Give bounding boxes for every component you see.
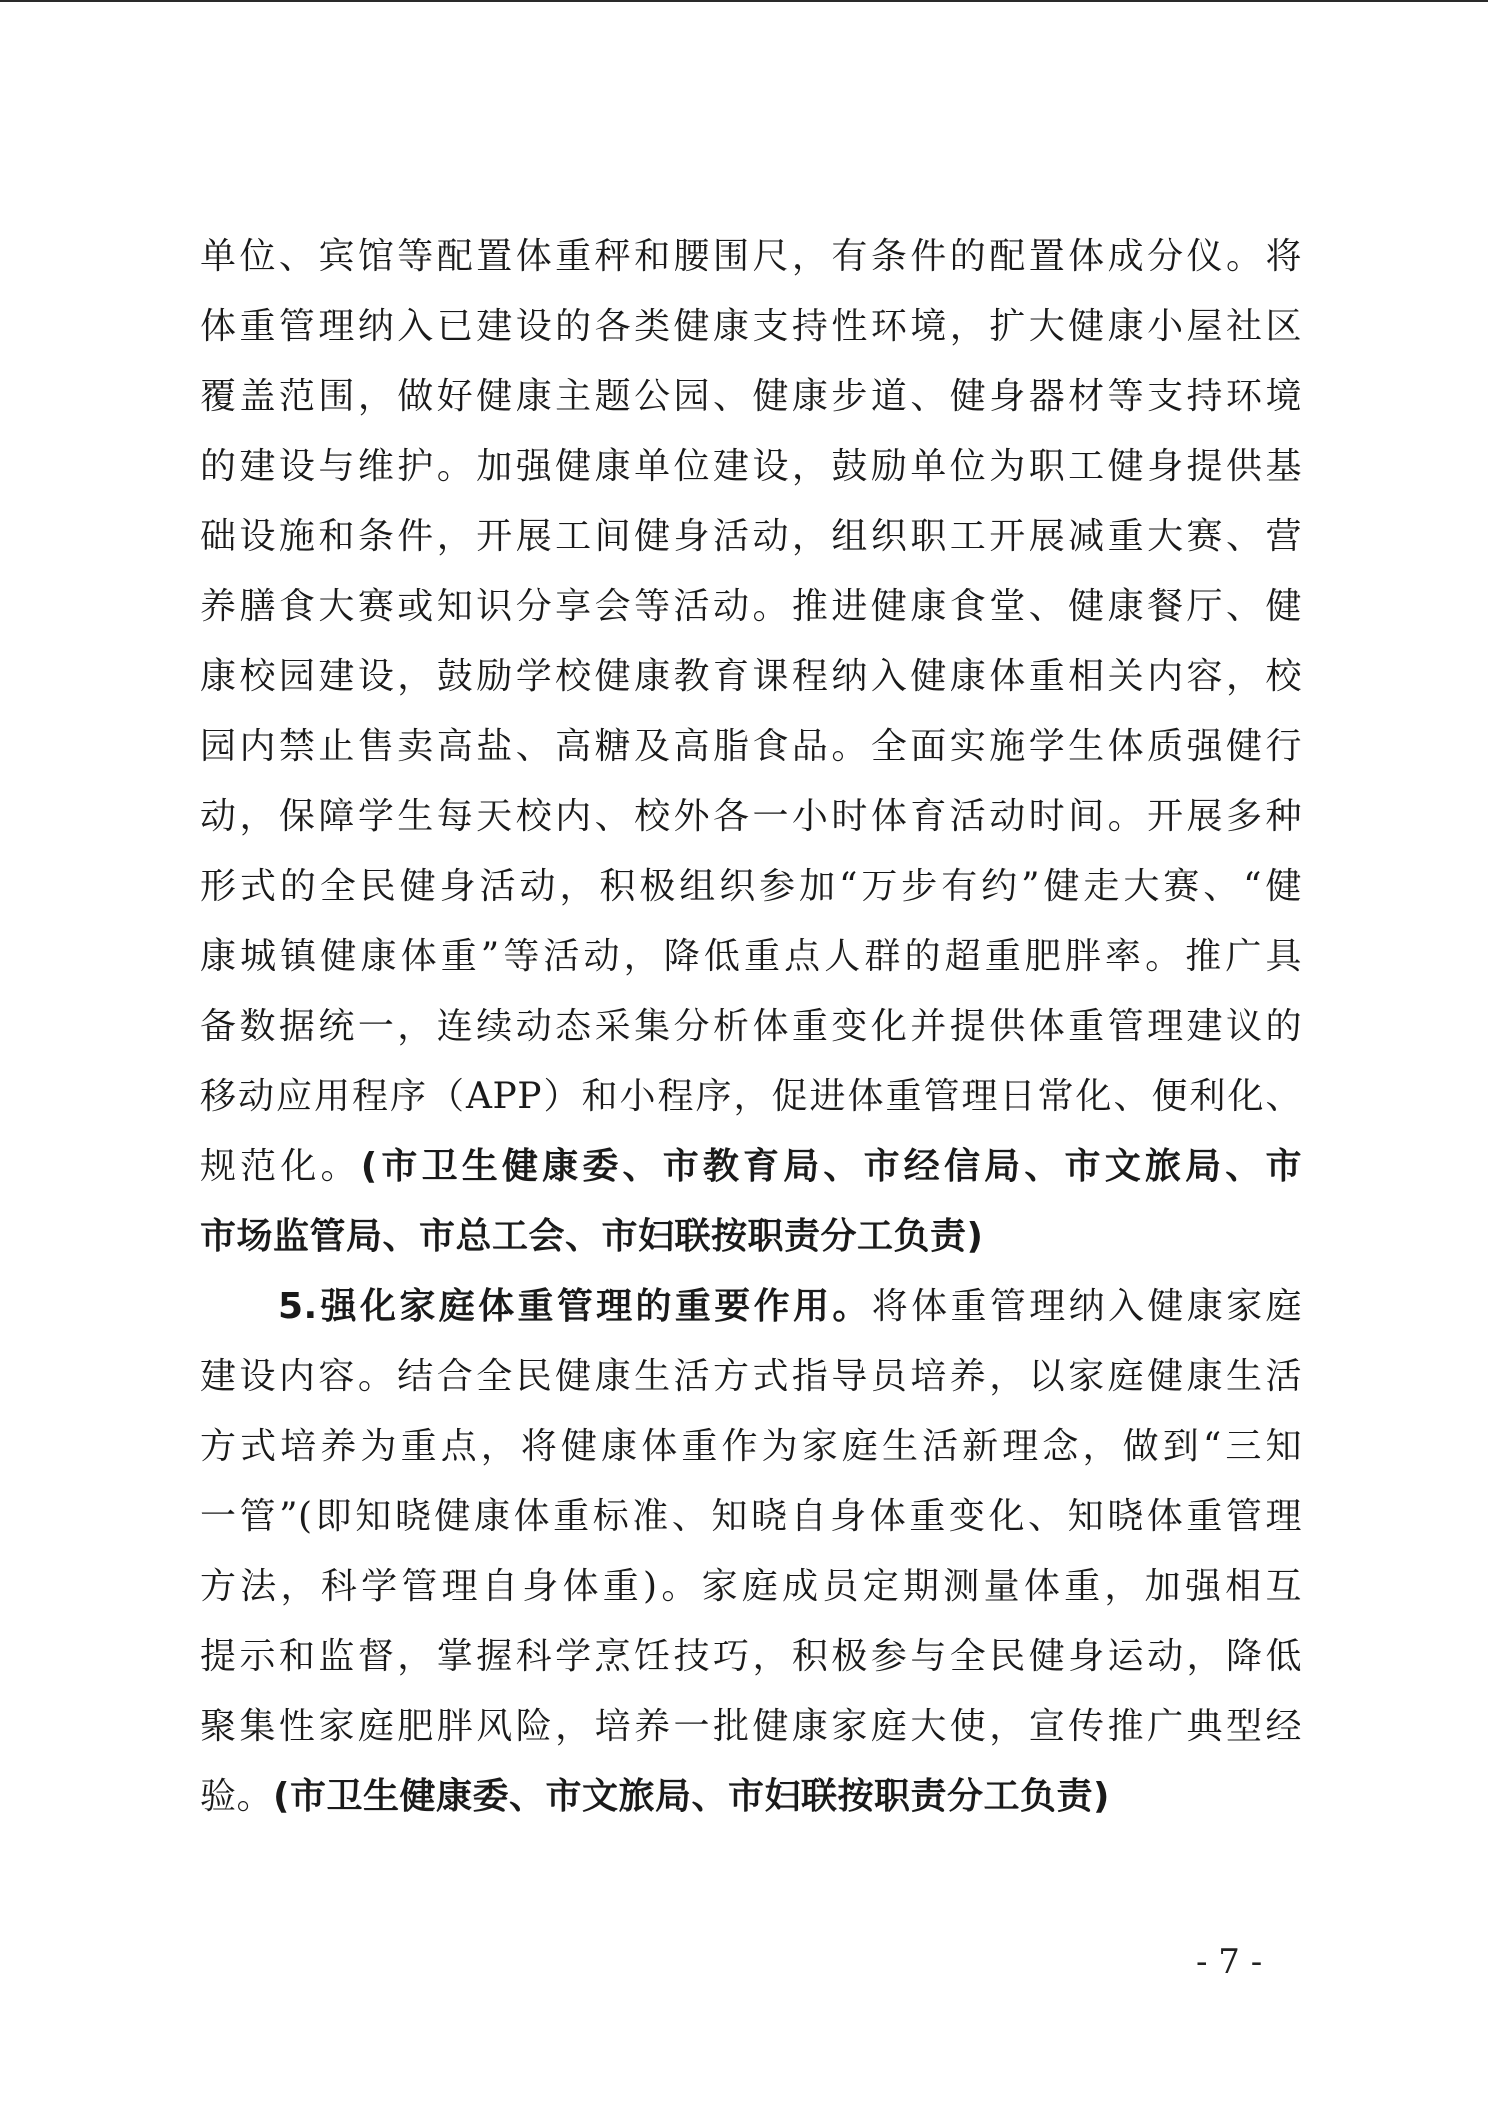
section-heading: 5.强化家庭体重管理的重要作用。 — [278, 1286, 872, 1327]
responsible-agencies-text: (市卫生健康委、市文旅局、市妇联按职责分工负责) — [273, 1776, 1110, 1817]
line-text: 备数据统一，连续动态采集分析体重变化并提供体重管理建议的 — [200, 1006, 1302, 1047]
body-line — [200, 432, 1302, 502]
line-text: 验。 — [200, 1776, 274, 1817]
line-text: 础设施和条件，开展工间健身活动，组织职工开展减重大赛、营 — [200, 516, 1302, 557]
body-line — [200, 1482, 1302, 1552]
line-text: 规范化。 — [200, 1146, 361, 1187]
body-line — [200, 852, 1302, 922]
line-text: 动，保障学生每天校内、校外各一小时体育活动时间。开展多种 — [200, 796, 1302, 837]
line-text: 聚集性家庭肥胖风险，培养一批健康家庭大使，宣传推广典型经 — [200, 1706, 1302, 1747]
body-line — [200, 1692, 1302, 1762]
body-line — [200, 362, 1302, 432]
body-line — [200, 1622, 1302, 1692]
body-line — [200, 1552, 1302, 1622]
body-line — [200, 1062, 1302, 1132]
body-line — [200, 642, 1302, 712]
body-line — [200, 1762, 1302, 1832]
line-text: 的建设与维护。加强健康单位建设，鼓励单位为职工健身提供基 — [200, 446, 1302, 487]
line-text: 覆盖范围，做好健康主题公园、健康步道、健身器材等支持环境 — [200, 376, 1302, 417]
line-text: 养膳食大赛或知识分享会等活动。推进健康食堂、健康餐厅、健 — [200, 586, 1302, 627]
line-text: 形式的全民健身活动，积极组织参加“万步有约”健走大赛、“健 — [200, 866, 1302, 907]
body-line — [200, 712, 1302, 782]
line-text: 移动应用程序（APP）和小程序，促进体重管理日常化、便利化、 — [200, 1076, 1302, 1117]
body-line — [200, 992, 1302, 1062]
body-line — [200, 1412, 1302, 1482]
body-line — [200, 572, 1302, 642]
line-text: 康城镇健康体重”等活动，降低重点人群的超重肥胖率。推广具 — [200, 936, 1302, 977]
line-text: 园内禁止售卖高盐、高糖及高脂食品。全面实施学生体质强健行 — [200, 726, 1302, 767]
line-text: 单位、宾馆等配置体重秤和腰围尺，有条件的配置体成分仪。将 — [200, 236, 1302, 277]
page-number: - 7 - — [1196, 1942, 1263, 1982]
line-text: 方式培养为重点，将健康体重作为家庭生活新理念，做到“三知 — [200, 1426, 1302, 1467]
body-line — [200, 222, 1302, 292]
line-text: 康校园建设，鼓励学校健康教育课程纳入健康体重相关内容，校 — [200, 656, 1302, 697]
body-line — [200, 782, 1302, 852]
line-text: 提示和监督，掌握科学烹饪技巧，积极参与全民健身运动，降低 — [200, 1636, 1302, 1677]
body-line — [200, 292, 1302, 362]
body-line — [200, 1342, 1302, 1412]
line-text: 体重管理纳入已建设的各类健康支持性环境，扩大健康小屋社区 — [200, 306, 1302, 347]
line-text: 方法，科学管理自身体重)。家庭成员定期测量体重，加强相互 — [200, 1566, 1302, 1607]
body-line — [200, 502, 1302, 572]
responsible-agencies-text: 市场监管局、市总工会、市妇联按职责分工负责) — [200, 1216, 984, 1257]
body-line — [200, 1132, 1302, 1202]
line-text: 建设内容。结合全民健康生活方式指导员培养，以家庭健康生活 — [200, 1356, 1302, 1397]
body-line — [200, 922, 1302, 992]
section-heading-line — [278, 1272, 1302, 1342]
responsible-agencies-text: (市卫生健康委、市教育局、市经信局、市文旅局、市 — [360, 1146, 1302, 1187]
line-text: 将体重管理纳入健康家庭 — [871, 1286, 1302, 1327]
line-text: 一管”(即知晓健康体重标准、知晓自身体重变化、知晓体重管理 — [200, 1496, 1302, 1537]
body-line — [200, 1202, 1302, 1272]
